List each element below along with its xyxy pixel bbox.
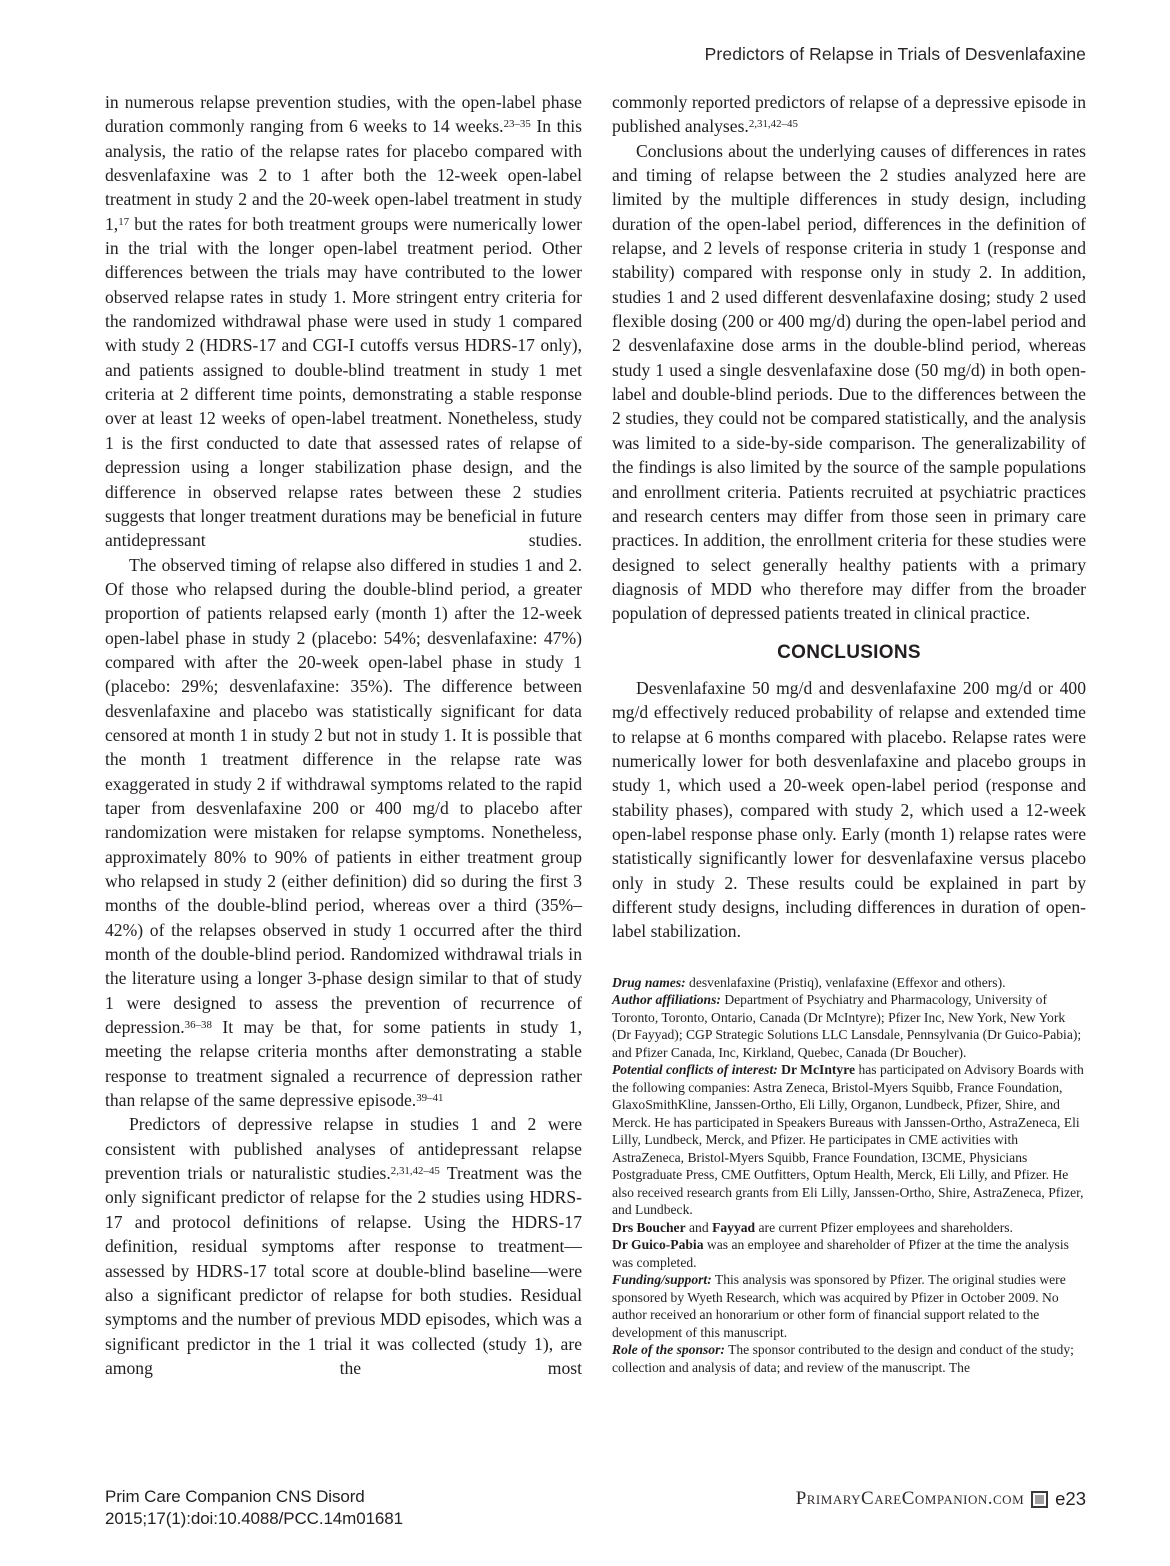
journal-name: Prim Care Companion CNS Disord — [105, 1487, 365, 1506]
doi-line: 2015;17(1):doi:10.4088/PCC.14m01681 — [105, 1508, 403, 1528]
footnote-guico-pabia: Dr Guico-Pabia was an employee and shareholder of Pfizer at the time the analysis was completed. — [612, 1237, 1069, 1270]
paragraph: Predictors of depressive relapse in studies 1 and 2 were consistent with published analyses of antidepressant relapse prevention trials or naturalistic studies.$^{2,31,42-45}$ Treatment was the only significant predictor of relapse for the 2 studies using HDRS-17 and protocol definitions of relapse. Using the HDRS-17 definition, residual symptoms after response to treatment—assessed by HDRS-17 total score at double-blind baseline—were also a significant predictor of relapse for both studies. Residual symptoms and the number of previous MDD episodes, which was a significant predictor in the 1 trial it was collected (study 1), are among the most — [105, 1114, 582, 1378]
footnote-role-of-sponsor: Role of the sponsor: The sponsor contributed to the design and conduct of the study; collection and analysis of data; and review of the manuscript. The — [612, 1342, 1074, 1375]
paragraph: in numerous relapse prevention studies, with the open-label phase duration commonly ranging from 6 weeks to 14 weeks.$^{23-35}$ In this analysis, the ratio of the relapse rates for placebo compared with desvenlafaxine was 2 to 1 after both the 12-week open-label treatment in study 2 and the 20-week open-label treatment in study 1,17 but the rates for both treatment groups were numerically lower in the trial with the longer open-label treatment period. Other differences between the trials may have contributed to the lower observed relapse rates in study 1. More stringent entry criteria for the randomized withdrawal phase were used in study 1 compared with study 2 (HDRS-17 and CGI-I cutoffs versus HDRS-17 only), and patients assigned to double-blind treatment in study 1 met criteria at 2 different time points, demonstrating a stable response over at least 12 weeks of open-label treatment. Nonetheless, study 1 is the first conducted to date that assessed rates of relapse of depression using a longer stabilization phase design, and the difference in observed relapse rates between these 2 studies suggests that longer treatment durations may be beneficial in future antidepressant studies. — [105, 92, 582, 551]
footnote-boucher-fayyad: Drs Boucher and Fayyad are current Pfizer employees and shareholders. — [612, 1219, 1013, 1235]
footer-site-block — [796, 1488, 1086, 1510]
journal-citation — [105, 1486, 403, 1529]
page-number: e23 — [1055, 1488, 1086, 1509]
running-head: Predictors of Relapse in Trials of Desvenlafaxine — [704, 44, 1086, 64]
left-column — [105, 90, 582, 1380]
footnote-drug-names: Drug names: desvenlafaxine (Pristiq), venlafaxine (Effexor and others). — [612, 974, 1006, 990]
footnote-conflicts-of-interest: Potential conflicts of interest: Dr McIntyre has participated on Advisory Boards with the following companies: Astra Zeneca, Bristol-Myers Squibb, France Foundation, GlaxoSmithKline, Janssen-Ortho, Eli Lilly, Organon, Lundbeck, Pfizer, Shire, and Merck. He has participated in Speakers Bureaus with Janssen-Ortho, AstraZeneca, Eli Lilly, Lundbeck, Merck, and Pfizer. He participates in CME activities with AstraZeneca, Bristol-Myers Squibb, France Foundation, I3CME, Physicians Postgraduate Press, CME Outfitters, Optum Health, Merck, Eli Lilly, and Pfizer. He also received research grants from Eli Lilly, Janssen-Ortho, Shire, AstraZeneca, Pfizer, and Lundbeck. — [612, 1062, 1084, 1218]
boxed-square-icon — [1031, 1491, 1048, 1508]
paragraph: Conclusions about the underlying causes of differences in rates and timing of relapse between the 2 studies analyzed here are limited by the multiple differences in study design, including duration of the open-label period, differences in the definition of relapse, and 2 levels of response criteria in study 1 (response and stability) compared with response only in study 2. In addition, studies 1 and 2 used different desvenlafaxine dosing; study 2 used flexible dosing (200 or 400 mg/d) during the open-label period and 2 desvenlafaxine dose arms in the double-blind period, whereas study 1 used a single desvenlafaxine dose (50 mg/d) in both open-label and double-blind periods. Due to the differences between the 2 studies, they could not be compared statistically, and the analysis was limited to a side-by-side comparison. The generalizability of the findings is also limited by the source of the sample populations and enrollment criteria. Patients recruited at psychiatric practices and research centers may differ from those seen in primary care practices. In addition, the enrollment criteria for these studies were designed to select generally healthy patients with a primary diagnosis of MDD who therefore may differ from the broader population of depressed patients treated in clinical practice. — [612, 140, 1086, 624]
columns — [105, 90, 1086, 1380]
conclusions-heading: CONCLUSIONS — [777, 641, 921, 663]
paragraph: commonly reported predictors of relapse of a depressive episode in published analyses.$^{2,31,42-45}$ — [612, 92, 1086, 137]
footnotes — [612, 974, 1086, 1377]
footnote-funding-support: Funding/support: This analysis was sponsored by Pfizer. The original studies were sponsored by Wyeth Research, which was acquired by Pfizer in October 2009. No author received an honorarium or other form of financial support related to the development of this manuscript. — [612, 1272, 1066, 1340]
paragraph: Desvenlafaxine 50 mg/d and desvenlafaxine 200 mg/d or 400 mg/d effectively reduced probability of relapse and extended time to relapse at 6 months compared with placebo. Relapse rates were numerically lower for both desvenlafaxine and placebo groups in study 1, which used a 20-week open-label period (response and stability phases), compared with study 2, which used a 12-week open-label response phase only. Early (month 1) relapse rates were statistically significantly lower for desvenlafaxine versus placebo only in study 2. These results could be explained in part by different study designs, including differences in duration of open-label stabilization. — [612, 677, 1086, 942]
right-column — [612, 90, 1086, 1380]
site-name: PrimaryCareCompanion.com — [795, 1488, 1025, 1509]
footnote-author-affiliations: Author affiliations: Department of Psychiatry and Pharmacology, University of Toronto, Toronto, Ontario, Canada (Dr McIntyre); Pfizer Inc, New York, New York (Dr Fayyad); CGP Strategic Solutions LLC Lansdale, Pennsylvania (Dr Guico-Pabia); and Pfizer Canada, Inc, Kirkland, Quebec, Canada (Dr Boucher). — [612, 992, 1082, 1060]
paragraph: The observed timing of relapse also differed in studies 1 and 2. Of those who relapsed during the double-blind period, a greater proportion of patients relapsed early (month 1) after the 12-week open-label phase in study 2 (placebo: 54%; desvenlafaxine: 47%) compared with after the 20-week open-label phase in study 1 (placebo: 29%; desvenlafaxine: 35%). The difference between desvenlafaxine and placebo was statistically significant for data censored at month 1 in study 2 but not in study 1. It is possible that the month 1 treatment difference in the relapse rate was exaggerated in study 2 if withdrawal symptoms related to the rapid taper from desvenlafaxine 200 or 400 mg/d to placebo after randomization were mistaken for relapse symptoms. Nonetheless, approximately 80% to 90% of patients in either treatment group who relapsed in study 2 (either definition) did so during the first 3 months of the double-blind period, whereas over a third (35%–42%) of the relapses observed in study 1 occurred after the third month of the double-blind period. Randomized withdrawal trials in the literature using a longer 3-phase design similar to that of study 1 were designed to assess the prevention of recurrence of depression.$^{36-38}$ It may be that, for some patients in study 1, meeting the relapse criteria months after demonstrating a stable response to treatment signaled a recurrence of depression rather than relapse of the same depressive episode.$^{39-41}$ — [105, 554, 582, 1111]
